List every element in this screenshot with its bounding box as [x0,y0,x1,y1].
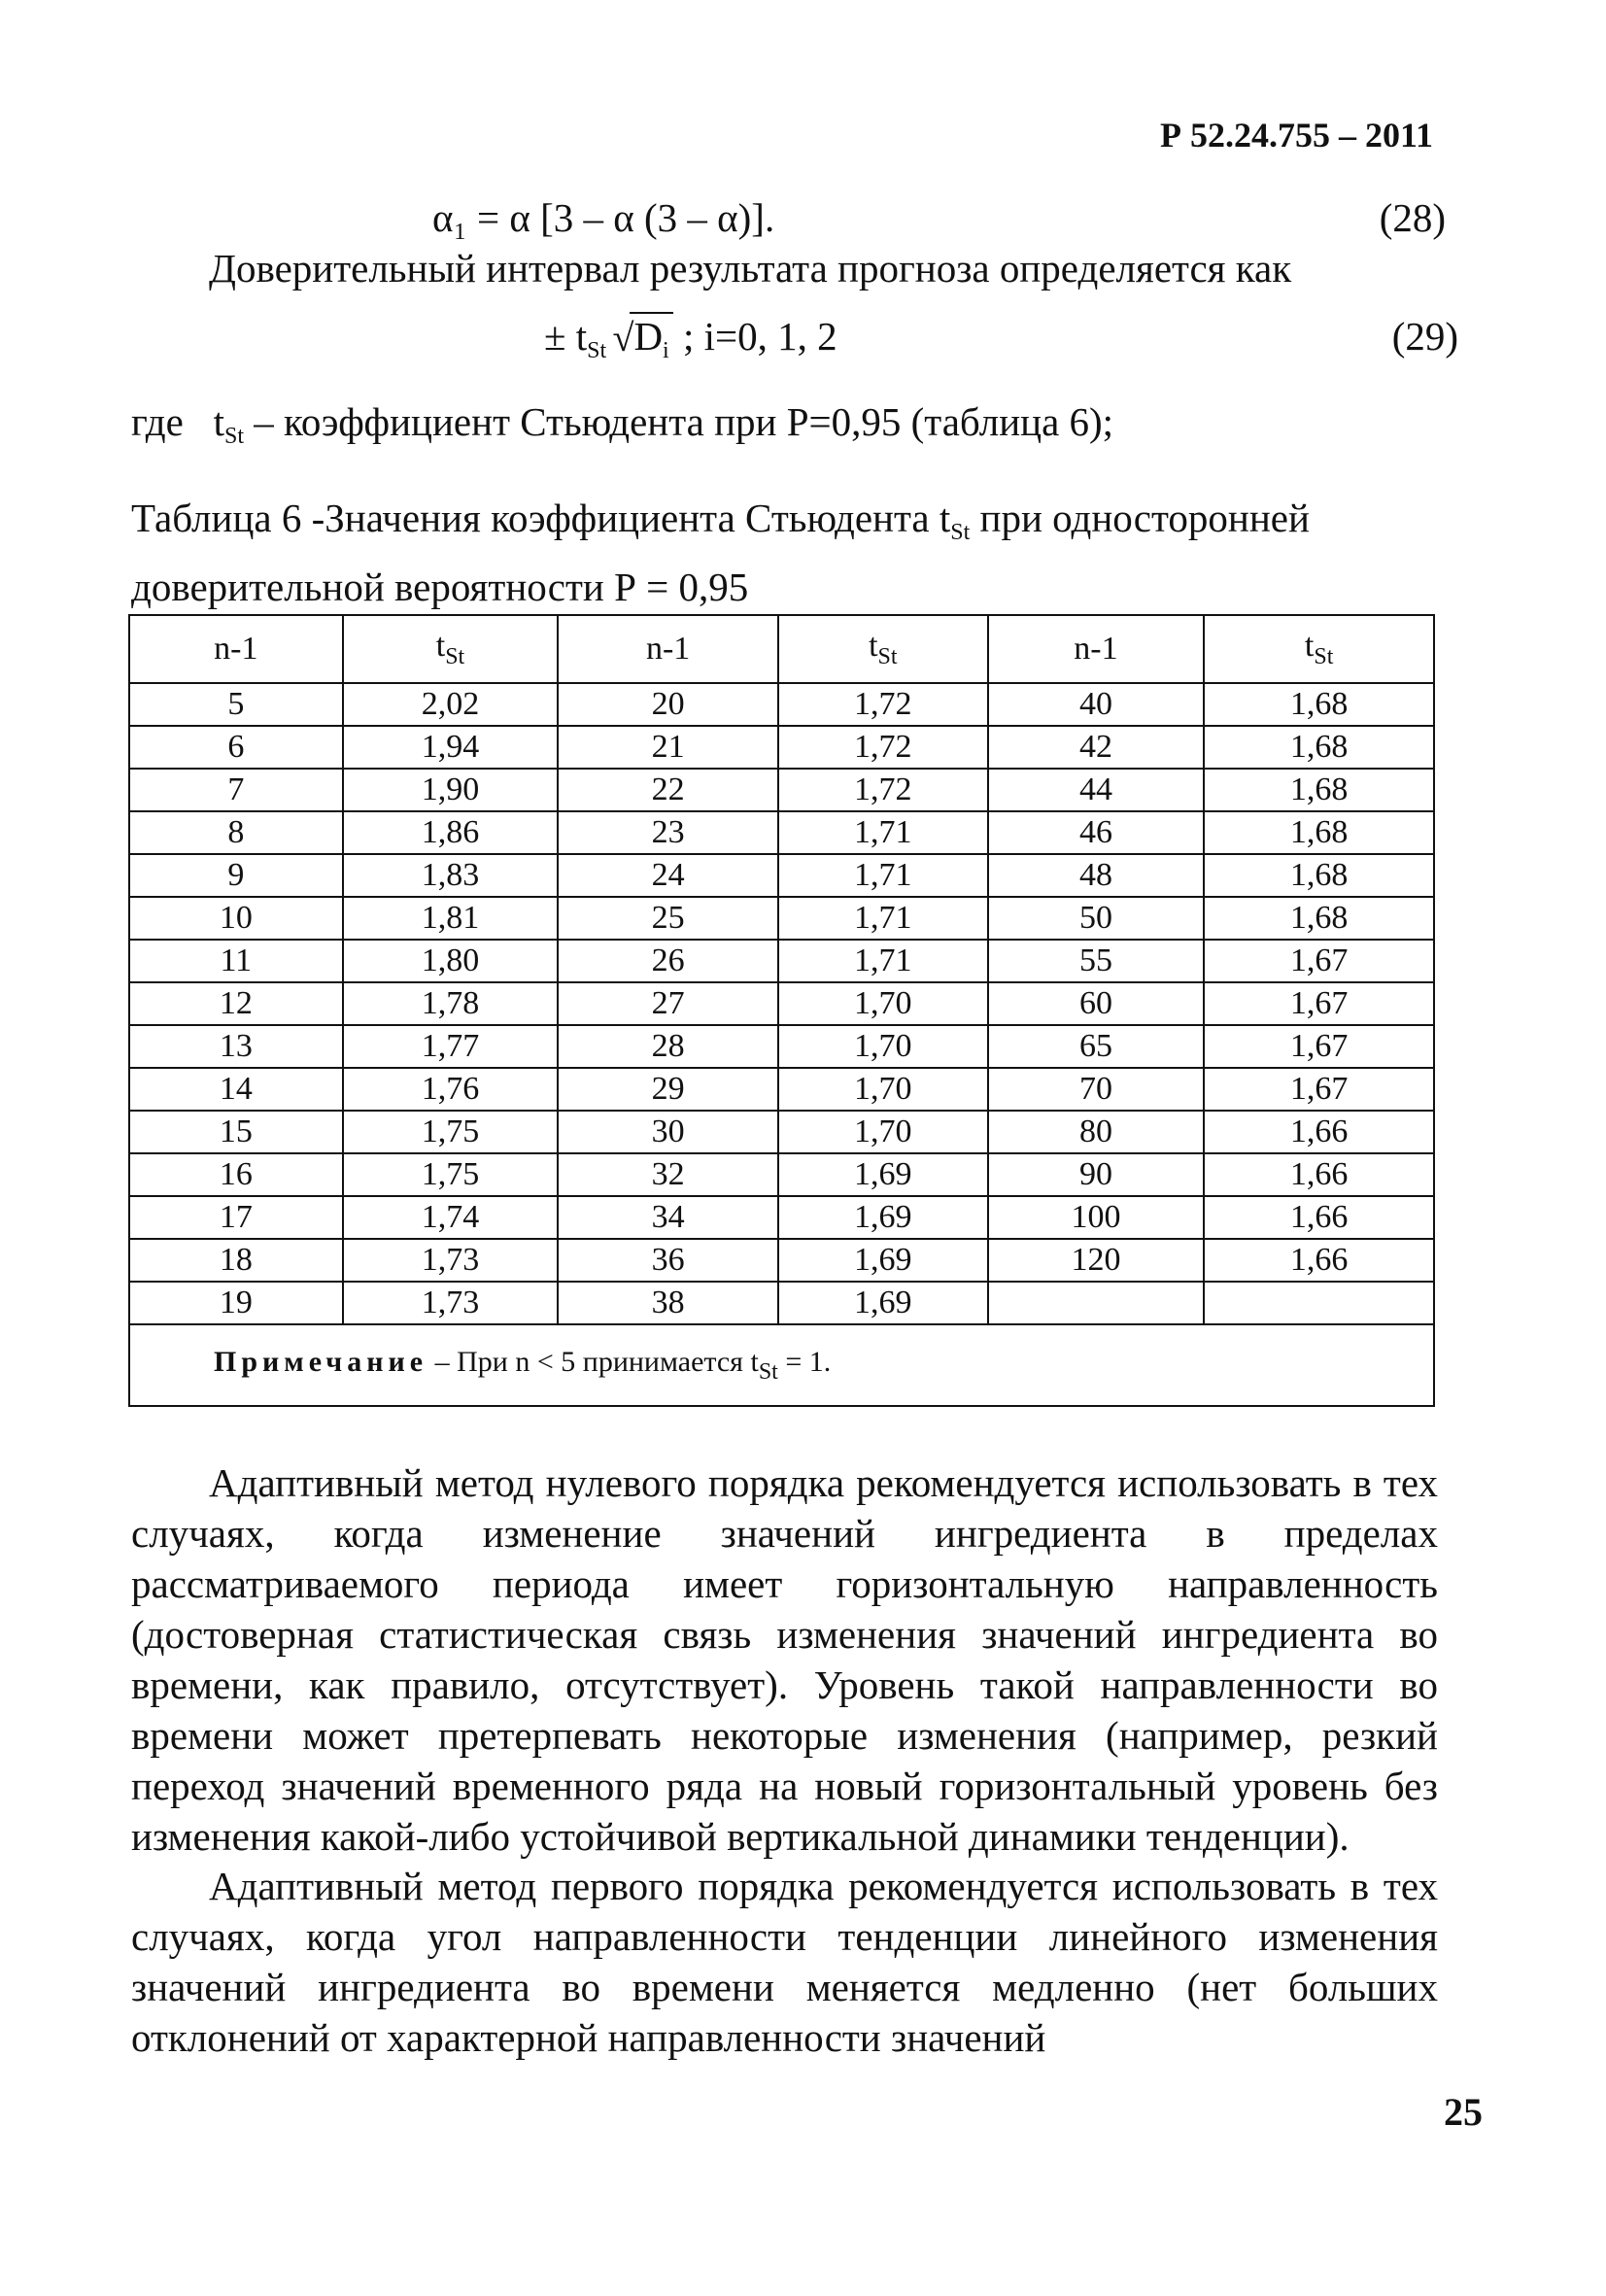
table-cell: 38 [558,1282,778,1324]
where-prefix: где [131,399,184,444]
table-cell: 6 [129,726,343,769]
table-cell: 18 [129,1239,343,1282]
table-cell: 1,71 [778,854,988,897]
table-cell: 46 [988,811,1205,854]
table-cell: 100 [988,1196,1205,1239]
table-cell: 44 [988,769,1205,811]
table-cell: 14 [129,1068,343,1111]
table-cell: 23 [558,811,778,854]
table-cell: 1,69 [778,1282,988,1324]
where-t: t [213,399,224,444]
formula-29 [544,313,837,364]
table-cell: 1,86 [343,811,559,854]
note-t-subscript: St [758,1358,778,1385]
table-cell: 1,67 [1204,1025,1434,1068]
table-cell: 32 [558,1153,778,1196]
table-cell: 1,67 [1204,940,1434,982]
formula-29-rest: ; i=0, 1, 2 [682,314,837,359]
header-text: n-1 [645,631,691,667]
table-row [129,1111,1434,1153]
table-row [129,1153,1434,1196]
table-cell: 48 [988,854,1205,897]
table-cell: 55 [988,940,1205,982]
table-cell: 17 [129,1196,343,1239]
table-cell: 21 [558,726,778,769]
table-cell: 1,72 [778,726,988,769]
student-coef-subscript: St [587,338,607,363]
table-cell: 1,68 [1204,811,1434,854]
table-cell: 13 [129,1025,343,1068]
equation-number-28: (28) [1379,195,1446,240]
table-cell: 24 [558,854,778,897]
table-cell: 5 [129,683,343,726]
table-cell: 1,69 [778,1196,988,1239]
table-cell: 65 [988,1025,1205,1068]
table-row [129,897,1434,940]
paragraph-first-order: Адаптивный метод первого порядка рекомендуется использовать в тех случаях, когда угол направленности тенденции линейного изменения значений ингредиента во времени меняется медленно (нет больших отклонений от характерной направленности значений [131,1864,1438,2060]
table-cell: 1,69 [778,1153,988,1196]
table-cell: 1,74 [343,1196,559,1239]
table-row [129,683,1434,726]
table-cell: 26 [558,940,778,982]
where-text: – коэффициент Стьюдента при Р=0,95 (таблица 6); [254,399,1114,444]
table-caption [131,491,1472,614]
table-cell: 40 [988,683,1205,726]
table-row [129,726,1434,769]
table-cell: 30 [558,1111,778,1153]
table-cell: 1,71 [778,897,988,940]
table-cell: 22 [558,769,778,811]
table-cell: 1,81 [343,897,559,940]
header-text: t [869,628,878,664]
table-row [129,1196,1434,1239]
table-cell: 1,68 [1204,726,1434,769]
table-row [129,769,1434,811]
table-cell: 1,90 [343,769,559,811]
table-cell: 60 [988,982,1205,1025]
table-row [129,854,1434,897]
table-cell: 20 [558,683,778,726]
table-cell: 2,02 [343,683,559,726]
table-cell: 1,68 [1204,683,1434,726]
note-t: t [750,1345,759,1378]
table-cell: 1,72 [778,683,988,726]
table-note [129,1324,1434,1406]
table-cell: 8 [129,811,343,854]
radicand-subscript: i [663,338,669,363]
note-label: Примечание [214,1345,428,1378]
page-number: 25 [1444,2090,1483,2134]
table-cell: 1,68 [1204,897,1434,940]
table-cell: 28 [558,1025,778,1068]
header-tst [778,615,988,683]
table-cell: 1,66 [1204,1196,1434,1239]
table-cell: 1,70 [778,1111,988,1153]
table-cell: 10 [129,897,343,940]
table-cell: 15 [129,1111,343,1153]
table-row [129,811,1434,854]
header-n-1 [129,615,343,683]
header-tst [1204,615,1434,683]
document-id: Р 52.24.755 – 2011 [1159,116,1433,154]
header-n-1 [558,615,778,683]
header-tst [343,615,559,683]
table-row [129,1068,1434,1111]
header-n-1 [988,615,1205,683]
table-cell: 1,67 [1204,982,1434,1025]
table-header-row [129,615,1434,683]
table-cell [988,1282,1205,1324]
caption-t: t [939,496,951,540]
plus-minus: ± [544,314,566,359]
caption-part2: при односторонней доверительной вероятности Р = 0,95 [131,496,1310,609]
header-subscript: St [1314,644,1334,669]
header-text: t [1304,628,1315,664]
table-cell: 70 [988,1068,1205,1111]
table-row [129,1282,1434,1324]
table-cell: 90 [988,1153,1205,1196]
table-cell: 1,67 [1204,1068,1434,1111]
table-cell: 1,69 [778,1239,988,1282]
header-text: t [435,628,446,664]
table-cell: 34 [558,1196,778,1239]
table-cell: 1,66 [1204,1153,1434,1196]
table-cell: 42 [988,726,1205,769]
header-subscript: St [877,644,898,669]
table-cell: 1,75 [343,1153,559,1196]
table-cell: 27 [558,982,778,1025]
table-cell: 1,66 [1204,1239,1434,1282]
radicand: D [633,314,664,359]
header-text: n-1 [1074,631,1118,667]
caption-part1: Таблица 6 -Значения коэффициента Стьюдента [131,496,940,540]
caption-t-subscript: St [950,520,971,545]
table-cell: 19 [129,1282,343,1324]
table-cell: 1,77 [343,1025,559,1068]
table-cell: 1,76 [343,1068,559,1111]
table-cell: 1,75 [343,1111,559,1153]
table-cell: 1,70 [778,1025,988,1068]
where-line [131,398,1113,450]
table-cell: 9 [129,854,343,897]
header-subscript: St [445,644,465,669]
note-text: – При n < 5 принимается [427,1345,751,1378]
table-note-row [129,1324,1434,1406]
table-cell: 1,71 [778,940,988,982]
header-text: n-1 [214,631,258,667]
table-cell: 7 [129,769,343,811]
equation-number-29: (29) [1391,314,1458,359]
table-cell: 29 [558,1068,778,1111]
table-cell: 11 [129,940,343,982]
interval-sentence: Доверительный интервал результата прогноза определяется как [209,246,1292,291]
student-coef-table [128,614,1435,1407]
table-cell: 80 [988,1111,1205,1153]
table-cell: 50 [988,897,1205,940]
table-row [129,982,1434,1025]
table-row [129,1239,1434,1282]
table-cell: 1,68 [1204,769,1434,811]
table-cell: 120 [988,1239,1205,1282]
table-cell: 16 [129,1153,343,1196]
table-cell: 1,70 [778,1068,988,1111]
table-cell: 1,68 [1204,854,1434,897]
table-body [129,683,1434,1324]
square-root [616,313,672,364]
table-cell: 25 [558,897,778,940]
table-row [129,1025,1434,1068]
table-cell: 1,78 [343,982,559,1025]
table-cell [1204,1282,1434,1324]
formula-28: α₁ = α [3 – α (3 – α)]. [432,195,775,240]
table-cell: 1,73 [343,1282,559,1324]
table-cell: 1,66 [1204,1111,1434,1153]
paragraph-zero-order: Адаптивный метод нулевого порядка рекомендуется использовать в тех случаях, когда изменение значений ингредиента в пределах рассматриваемого периода имеет горизонтальную направленность (достоверная статистическая связь изменения значений ингредиента во времени, как правило, отсутствует). Уровень такой направленности во времени может претерпевать некоторые изменения (например, резкий переход значений временного ряда на новый горизонтальный уровень без изменения какой-либо устойчивой вертикальной динамики тенденции). [131,1460,1438,1859]
table-cell: 1,73 [343,1239,559,1282]
table-cell: 1,71 [778,811,988,854]
table-cell: 1,70 [778,982,988,1025]
table-row [129,940,1434,982]
table-cell: 12 [129,982,343,1025]
table-cell: 1,72 [778,769,988,811]
table-cell: 1,94 [343,726,559,769]
table-cell: 1,80 [343,940,559,982]
table-cell: 1,83 [343,854,559,897]
student-coef-symbol: t [575,314,588,359]
table-cell: 36 [558,1239,778,1282]
note-end: = 1. [777,1345,832,1378]
where-t-subscript: St [224,424,245,449]
